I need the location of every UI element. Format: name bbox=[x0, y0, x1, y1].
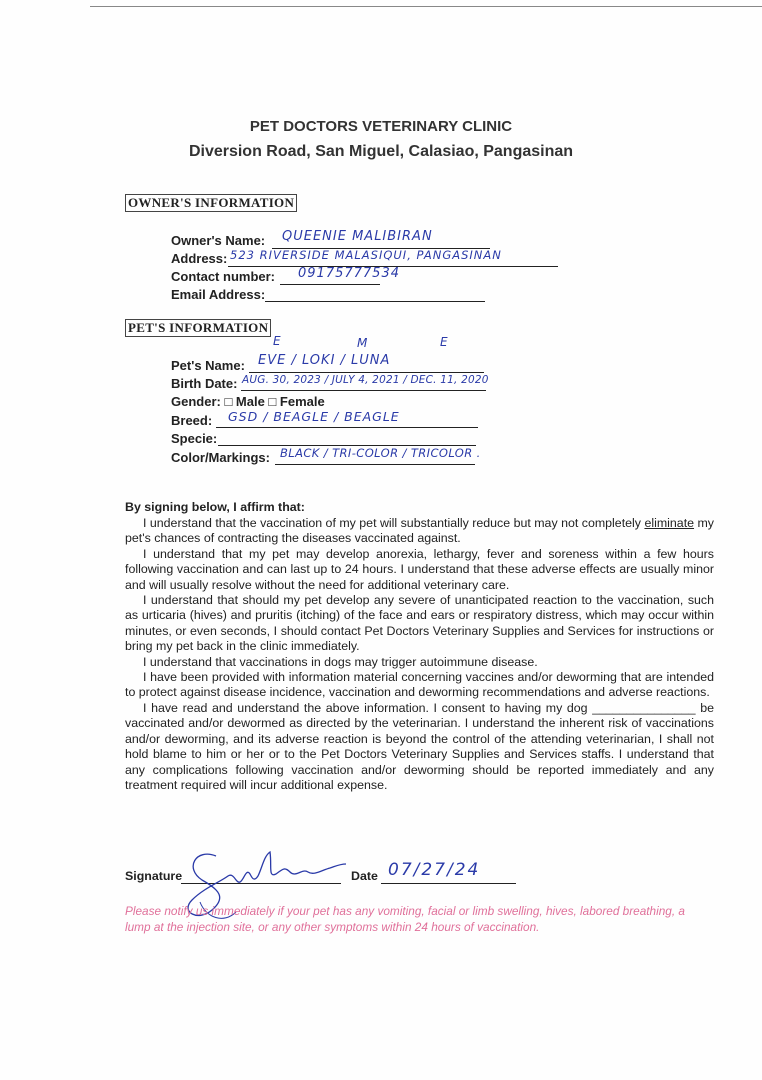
affirm-p1-suffix: my pet's chances of contracting the diseases vaccinated against. bbox=[125, 516, 714, 546]
date-line bbox=[381, 883, 516, 884]
pet-name-label: Pet's Name: bbox=[171, 358, 245, 373]
birth-date-value: AUG. 30, 2023 / JULY 4, 2021 / DEC. 11, 2020 bbox=[242, 374, 489, 386]
clinic-address: Diversion Road, San Miguel, Calasiao, Pangasinan bbox=[188, 143, 574, 160]
footer-note: Please notify us immediately if your pet has any vomiting, facial or limb swelling, hives, labored breathing, a lump at the injection site, or any other symptoms within 24 hours of vaccination. bbox=[125, 904, 685, 934]
clinic-name: PET DOCTORS VETERINARY CLINIC bbox=[249, 118, 513, 135]
contact-label: Contact number: bbox=[171, 269, 275, 284]
contact-value: 09175777534 bbox=[298, 266, 400, 281]
affirm-p1-prefix: I understand that the vaccination of my pet will substantially reduce but may not completely bbox=[143, 516, 645, 530]
affirm-paragraph-6 bbox=[125, 701, 714, 793]
signature-label: Signature bbox=[125, 869, 183, 883]
color-label: Color/Markings: bbox=[171, 450, 270, 465]
pet-gender-mark-3: E bbox=[440, 335, 449, 349]
breed-label: Breed: bbox=[171, 413, 213, 428]
affirm-paragraph-4: I understand that vaccinations in dogs may trigger autoimmune disease. bbox=[143, 654, 538, 669]
date-value: 07/27/24 bbox=[388, 860, 481, 880]
affirm-intro: By signing below, I affirm that: bbox=[125, 500, 305, 514]
email-line bbox=[265, 301, 485, 302]
address-label: Address: bbox=[171, 251, 228, 266]
affirm-paragraph-5: I have been provided with information material concerning vaccines and/or deworming that are intended to protect against disease incidence, vaccination and deworming recommendations and adverse reactions. bbox=[125, 670, 714, 700]
color-line bbox=[275, 464, 475, 465]
affirm-p1-underlined: eliminate bbox=[644, 516, 695, 530]
page-edge-line bbox=[90, 6, 762, 7]
pet-gender-mark-2: M bbox=[357, 336, 369, 350]
contact-line bbox=[280, 284, 380, 285]
affirm-paragraph-2: I understand that my pet may develop anorexia, lethargy, fever and soreness within a few hours following vaccination and can last up to 24 hours. I understand that these adverse effects are usually minor and will usually resolve without the need for additional veterinary care. bbox=[125, 546, 714, 592]
pet-name-line bbox=[249, 372, 484, 373]
breed-line bbox=[216, 427, 478, 428]
birth-date-line bbox=[241, 390, 486, 391]
pet-gender-mark-1: E bbox=[273, 334, 282, 348]
breed-value: GSD / BEAGLE / BEAGLE bbox=[228, 409, 400, 424]
gender-label: Gender: □ Male □ Female bbox=[171, 394, 325, 409]
affirm-p6-prefix: I have read and understand the above information. I consent to having my dog bbox=[143, 700, 593, 715]
affirm-p6-suffix: be vaccinated and/or dewormed as directed by the veterinarian. I understand the inherent risk of vaccinations and/or deworming, and its adverse reaction is beyond the control of the attending veterinarian, I shall not hold blame to him or her or to the Pet Doctors Veterinary Supplies and Services staffs. I understand that any complications following vaccination and/or deworming should be reported immediately and any treatment required will incur additional expense. bbox=[125, 700, 714, 792]
affirmation-text bbox=[125, 516, 714, 793]
specie-label: Specie: bbox=[171, 431, 218, 446]
owner-name-value: QUEENIE MALIBIRAN bbox=[282, 229, 433, 244]
pet-name-value: EVE / LOKI / LUNA bbox=[258, 353, 391, 368]
affirm-paragraph-1 bbox=[125, 516, 714, 547]
date-label: Date bbox=[351, 869, 378, 883]
address-value: 523 RIVERSIDE MALASIQUI, PANGASINAN bbox=[230, 248, 502, 262]
dog-name-blank: _______________ bbox=[592, 700, 696, 715]
pet-section-heading: PET'S INFORMATION bbox=[125, 319, 271, 337]
email-label: Email Address: bbox=[171, 287, 266, 302]
birth-date-label: Birth Date: bbox=[171, 376, 238, 391]
owner-name-label: Owner's Name: bbox=[171, 233, 266, 248]
affirm-paragraph-3: I understand that should my pet develop any severe of unanticipated reaction to the vaccination, such as urticaria (hives) and pruritis (itching) of the face and ears or respiratory distress, which may occur within minutes, or even seconds, I should contact Pet Doctors Veterinary Supplies and Services for instructions or bring my pet back in the clinic immediately. bbox=[125, 593, 714, 654]
color-value: BLACK / TRI-COLOR / TRICOLOR . bbox=[280, 446, 481, 460]
owner-section-heading: OWNER'S INFORMATION bbox=[125, 194, 297, 212]
